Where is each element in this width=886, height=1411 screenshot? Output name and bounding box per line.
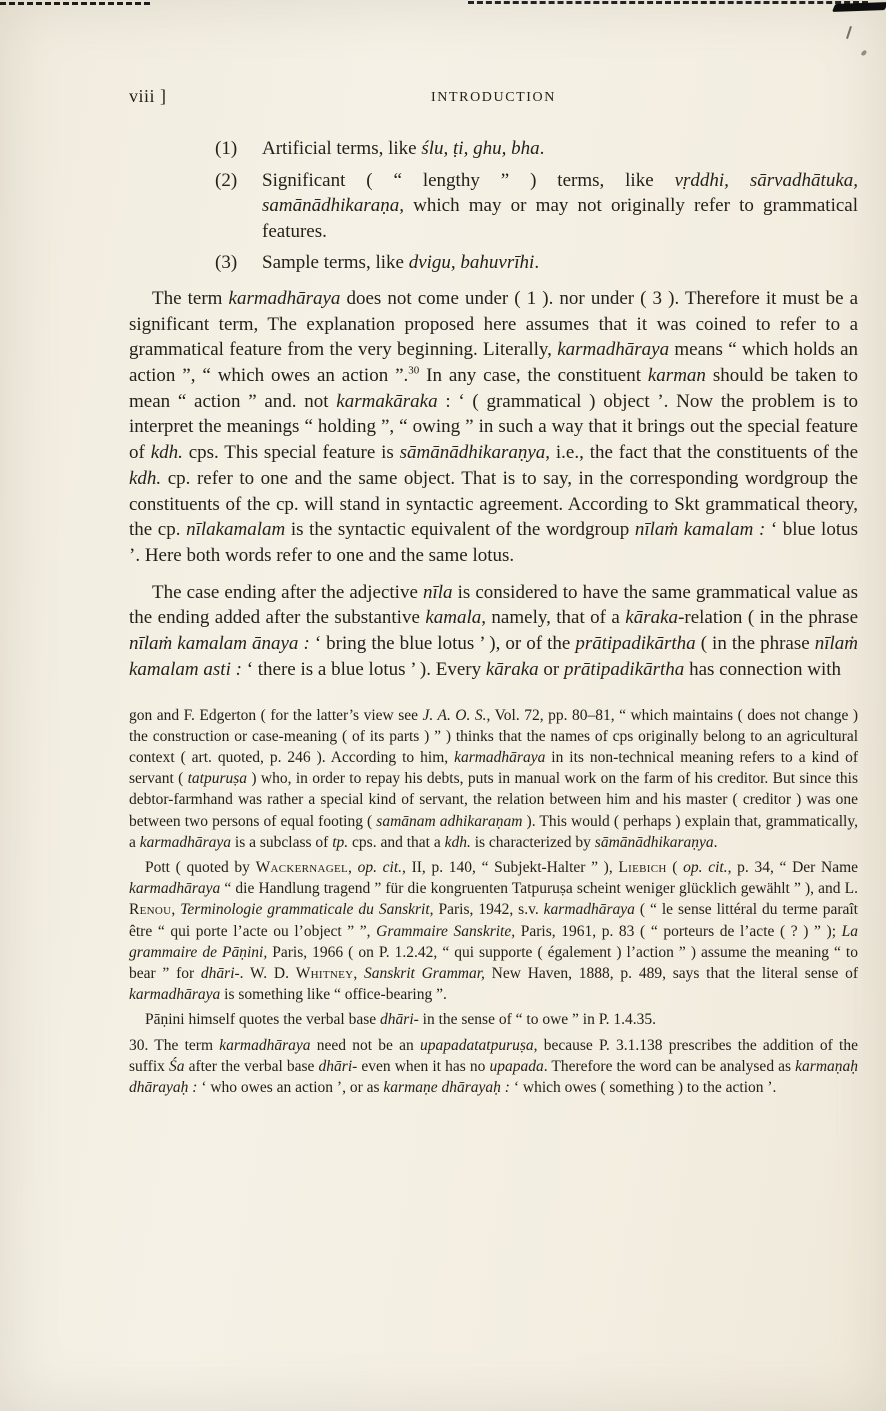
list-item-1-number: (1) [215,138,238,159]
list-item-3 [129,250,858,276]
list-item-2 [129,168,858,245]
scan-artifact-dash-right [468,1,868,4]
list-item-1-text: Artificial terms, like ślu, ṭi, ghu, bha. [262,138,545,159]
footnote-block [129,705,858,1099]
scan-artifact-dash-left [0,2,150,5]
list-item-2-number: (2) [215,169,238,191]
footnote-continuation: gon and F. Edgerton ( for the latter’s view see J. A. O. S., Vol. 72, pp. 80–81, “ which maintains ( does not change ) the construction or case-meaning ( of its parts ) ” ) thinks that the names of cps originally belong to an agricultural context ( art. quoted, p. 246 ). According to him, karmadhāraya in its non-technical meaning refers to a kind of servant ( tatpuruṣa ) who, in order to repay his debts, puts in manual work on the farm of his creditor. But since this debtor-farmhand was rather a special kind of servant, the relation between him and his master ( creditor ) was one between two persons of equal footing ( samānam adhikaraṇam ). This would ( perhaps ) explain that, grammatically, a karmadhāraya is a subclass of tp. cps. and that a kdh. is characterized by sāmānādhikaraṇya. [129,706,858,851]
body-paragraph-2: The case ending after the adjective nīla is considered to have the same grammatical value as the ending added after the substantive kamala, namely, that of a kāraka-relation ( in the phrase nīlaṁ kamalam ānaya : ‘ bring the blue lotus ’ ), or of the prātipadikārtha ( in the phrase nīlaṁ kamalam asti : ‘ there is a blue lotus ’ ). Every kāraka or prātipadikārtha has connection with [129,581,858,680]
list-item-3-text: Sample terms, like dvigu, bahuvrīhi. [262,252,540,274]
scan-artifact-tick [846,26,852,39]
scan-artifact-corner-blot [832,2,886,12]
footnote-panini: Pāṇini himself quotes the verbal base dhāri- in the sense of “ to owe ” in P. 1.4.35. [145,1011,656,1029]
list-item-3-number: (3) [215,252,238,274]
running-title: INTRODUCTION [431,90,556,105]
footnote-30: 30. The term karmadhāraya need not be an upapadatatpuruṣa, because P. 3.1.138 prescribes the addition of the suffix Śa after the verbal base dhāri- even when it has no upapada. Therefore the word can be analysed as karmaṇaḥ dhārayaḥ : ‘ who owes an action ’, or as karmaṇe dhārayaḥ : ‘ which owes ( something ) to the action ’. [129,1036,859,1096]
numbered-term-list [129,136,858,276]
page-number-folio: viii ] [129,86,167,106]
text-column [129,86,858,1098]
footnote-pott: Pott ( quoted by Wackernagel, op. cit., II, p. 140, “ Subjekt-Halter ” ), Liebich ( op. cit., p. 34, “ Der Name karmadhāraya “ die Handlung tragend ” für die kongruenten Tatpuruṣa scheint weniger glücklich gewählt ” ), and L. Renou, Terminologie grammaticale du Sanskrit, Paris, 1942, s.v. karmadhāraya ( “ le sense littéral du terme paraît être “ qui porte l’acte ou l’object ” ”, Grammaire Sanskrite, Paris, 1961, p. 83 ( “ porteurs de l’acte ( ? ) ” ); La grammaire de Pāṇini, Paris, 1966 ( on P. 1.2.42, “ qui supporte ( également ) l’action ” ) assume the meaning “ to bear ” for dhāri-. W. D. Whitney, Sanskrit Grammar, New Haven, 1888, p. 489, says that the literal sense of karmadhāraya is something like “ office-bearing ”. [129,858,859,1004]
list-item-2-text: Significant ( “ lengthy ” ) terms, like vṛddhi, sārvadhātuka, samānādhikaraṇa, which may or may not originally refer to grammatical features. [262,169,859,242]
scan-artifact-tick [861,49,868,56]
page-header [129,86,858,110]
list-item-1 [129,136,858,162]
body-paragraph-1: The term karmadhāraya does not come under ( 1 ). nor under ( 3 ). Therefore it must be a significant term, The explanation proposed here assumes that it was coined to refer to a grammatical feature from the very beginning. Literally, karmadhāraya means “ which holds an action ”, “ which owes an action ”.$^{30}$ In any case, the constituent karman should be taken to mean “ action ” and. not karmakāraka : ‘ ( grammatical ) object ’. Now the problem is to interpret the meanings “ holding ”, “ owing ” in such a way that it brings out the special feature of kdh. cps. This special feature is sāmānādhikaraṇya, i.e., the fact that the constituents of the kdh. cp. refer to one and the same object. That is to say, in the corresponding wordgroup the constituents of the cp. will stand in syntactic agreement. According to Skt grammatical theory, the cp. nīlakamalam is the syntactic equivalent of the wordgroup nīlaṁ kamalam : ‘ blue lotus ’. Here both words refer to one and the same lotus. [129,287,859,566]
